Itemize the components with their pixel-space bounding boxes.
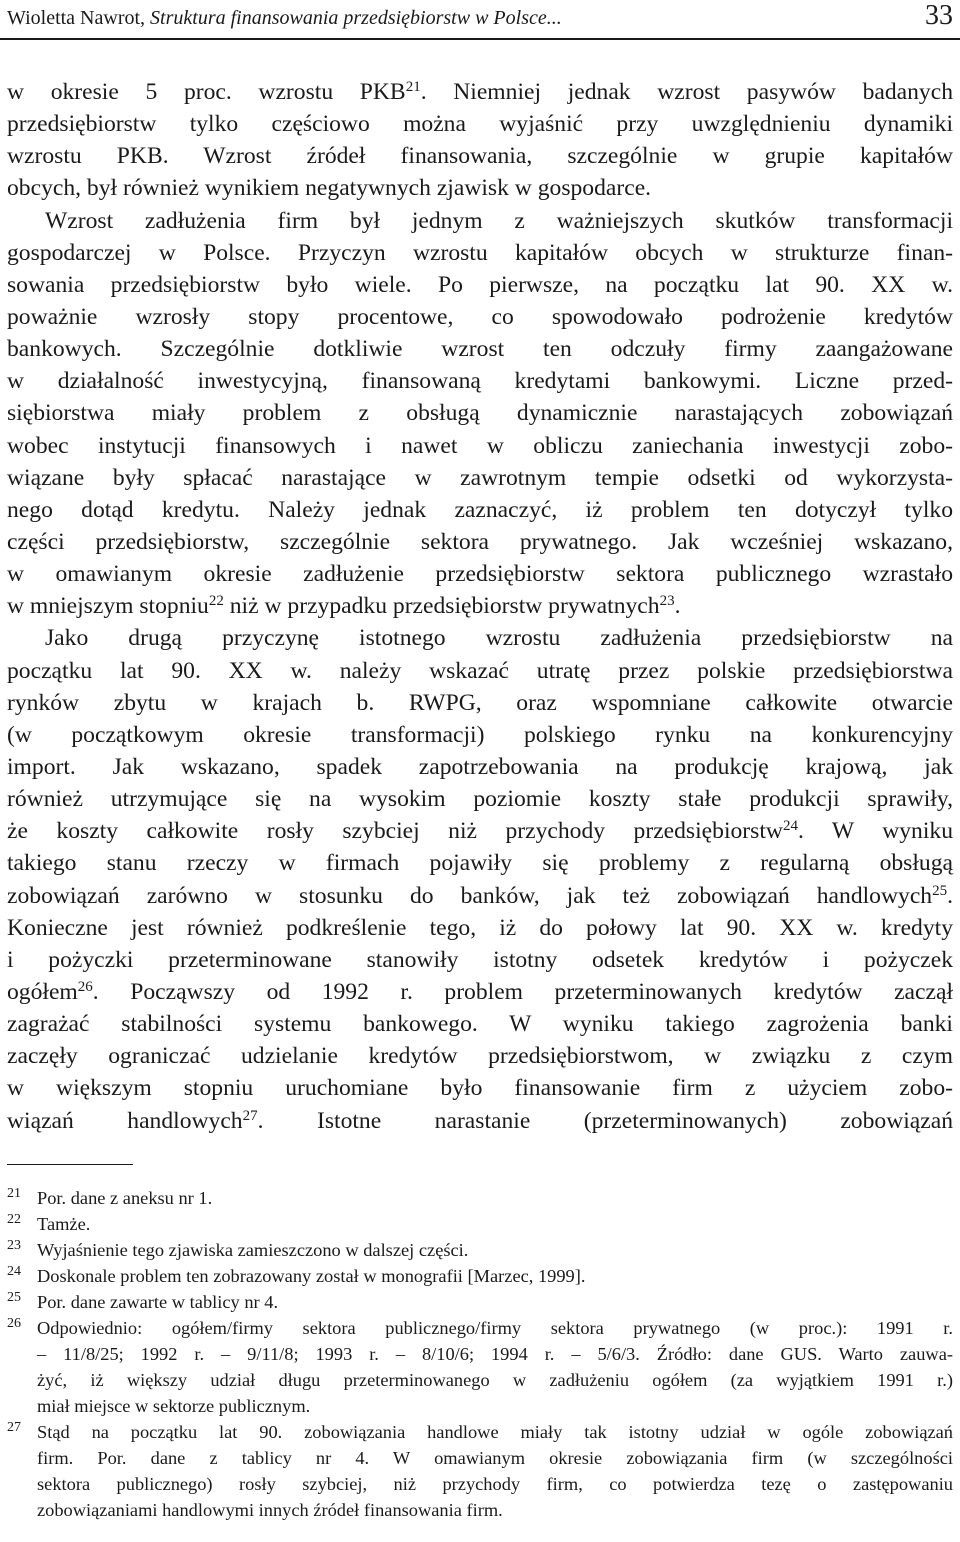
text-line-content: . Istotne narastanie (przeterminowanych) zobowiązań [257, 1107, 953, 1134]
text-line-content: . [674, 593, 681, 620]
text-line-content: rynków zbytu w krajach b. RWPG, oraz wspomniane całkowite otwarcie [7, 689, 953, 716]
footnote-ref[interactable]: 23 [659, 593, 675, 610]
header-title: Struktura finansowania przedsiębiorstw w Polsce... [150, 7, 562, 29]
text-line-content: i pożyczki przeterminowane stanowiły istotny odsetek kredytów i pożyczek [7, 946, 953, 973]
footnote [7, 1289, 953, 1315]
footnote-text: Por. dane zawarte w tablicy nr 4. [37, 1292, 279, 1312]
footnote-number: 24 [7, 1264, 21, 1279]
text-line-content: zagrażać stabilności systemu bankowego. W wyniku takiego zagrożenia banki [7, 1011, 953, 1038]
footnote-text: Por. dane z aneksu nr 1. [37, 1188, 213, 1208]
text-line-content: początku lat 90. XX w. należy wskazać utratę przez polskie przedsiębiorstwa [7, 657, 953, 684]
text-line [7, 751, 953, 783]
text-line-content: Wzrost zadłużenia firm był jednym z ważniejszych skutków transformacji [45, 207, 953, 234]
footnote-ref[interactable]: 22 [208, 593, 224, 610]
text-line [7, 976, 953, 1008]
text-line-content: w działalność inwestycyjną, finansowaną kredytami bankowymi. Liczne przed- [7, 368, 953, 395]
running-header [7, 0, 953, 36]
text-line [7, 912, 953, 944]
text-line-content: ogółem [7, 978, 78, 1005]
text-line-content: wzrostu PKB. Wzrost źródeł finansowania, szczególnie w grupie kapitałów [7, 143, 953, 170]
text-line-content: w mniejszym stopniu [7, 593, 209, 620]
text-line-content: siębiorstwa miały problem z obsługą dynamicznie narastających zobowiązań [7, 400, 953, 427]
footnote-text: Tamże. [37, 1214, 91, 1234]
footnote [7, 1237, 953, 1263]
text-line [7, 301, 953, 333]
text-line-content: niż w przypadku przedsiębiorstw prywatnych [223, 593, 660, 620]
text-line-content: również utrzymujące się na wysokim poziomie koszty stałe produkcji sprawiły, [7, 786, 953, 813]
text-line-content: (w początkowym okresie transformacji) polskiego rynku na konkurencyjny [7, 721, 953, 748]
footnote-text: sektora publicznego) rosły szybciej, niż przychody firm, co potwierdza tezę o zastępowaniu [37, 1474, 953, 1494]
text-line-content: obcych, był również wynikiem negatywnych zjawisk w gospodarce. [7, 175, 652, 202]
footnote-ref[interactable]: 25 [932, 882, 948, 899]
footnote-text: Doskonale problem ten zobrazowany został w monografii [Marzec, 1999]. [37, 1266, 586, 1286]
text-line-content: wiązane były spłacać narastające w zawrotnym tempie odsetki od wykorzysta- [7, 464, 953, 491]
footnote-text: – 11/8/25; 1992 r. – 9/11/8; 1993 r. – 8/10/6; 1994 r. – 5/6/3. Źródło: dane GUS. Warto zauwa- [37, 1344, 953, 1364]
text-line-content: nego dotąd kredytu. Należy jednak zaznaczyć, iż problem ten dotyczył tylko [7, 496, 953, 523]
text-line-content: bankowych. Szczególnie dotkliwie wzrost ten odczuły firmy zaangażowane [7, 336, 953, 363]
footnote-number: 27 [7, 1420, 21, 1435]
text-line [7, 333, 953, 365]
text-line [7, 622, 953, 654]
text-line-content: . Począwszy od 1992 r. problem przeterminowanych kredytów zaczął [92, 978, 953, 1005]
footnote [7, 1315, 953, 1419]
text-line [7, 719, 953, 751]
text-line [7, 269, 953, 301]
text-line-content: przedsiębiorstw tylko częściowo można wyjaśnić przy uwzględnieniu dynamiki [7, 111, 953, 138]
text-line-content: Konieczne jest również podkreślenie tego, iż do połowy lat 90. XX w. kredyty [7, 914, 953, 941]
text-line-content: . [947, 882, 953, 909]
footnote-number: 23 [7, 1238, 21, 1253]
text-line [7, 365, 953, 397]
text-line [7, 880, 953, 912]
text-line [7, 397, 953, 429]
text-line-content: zobowiązań zarówno w stosunku do banków, jak też zobowiązań handlowych [7, 882, 933, 909]
footnote [7, 1185, 953, 1211]
footnote-rule [7, 1164, 133, 1165]
text-line-content: części przedsiębiorstw, szczególnie sektora prywatnego. Jak wcześniej wskazano, [7, 528, 953, 555]
text-line [7, 526, 953, 558]
footnote-text: Stąd na początku lat 90. zobowiązania handlowe miały tak istotny udział w ogóle zobowiązań [37, 1422, 953, 1442]
footnote [7, 1211, 953, 1237]
text-line [7, 1105, 953, 1137]
text-line-content: Jako drugą przyczynę istotnego wzrostu zadłużenia przedsiębiorstw na [45, 625, 953, 652]
text-line-content: w okresie 5 proc. wzrostu PKB [7, 79, 406, 105]
text-line [7, 140, 953, 172]
text-line-content: zaczęły ograniczać udzielanie kredytów przedsiębiorstwom, w związku z czym [7, 1043, 953, 1070]
footnote-text: zobowiązaniami handlowymi innych źródeł finansowania firm. [37, 1500, 503, 1520]
footnote-ref[interactable]: 26 [77, 978, 93, 995]
text-line-content: że koszty całkowite rosły szybciej niż przychody przedsiębiorstw [7, 818, 783, 845]
footnote-ref[interactable]: 24 [782, 818, 798, 835]
footnote [7, 1263, 953, 1289]
text-line-content: . Niemniej jednak wzrost pasywów badanych [420, 79, 953, 105]
footnote [7, 1419, 953, 1523]
text-line-content: gospodarczej w Polsce. Przyczyn wzrostu kapitałów obcych w strukturze finan- [7, 239, 953, 266]
header-rule [0, 38, 960, 40]
text-line [7, 430, 953, 462]
footnote-text: Wyjaśnienie tego zjawiska zamieszczono w dalszej części. [37, 1240, 469, 1260]
footnote-ref[interactable]: 27 [242, 1107, 258, 1124]
text-line-content: . W wyniku [797, 818, 954, 845]
text-line [7, 558, 953, 590]
text-line [7, 462, 953, 494]
text-line-content: takiego stanu rzeczy w firmach pojawiły się problemy z regularną obsługą [7, 850, 953, 877]
text-line [7, 783, 953, 815]
text-line [7, 847, 953, 879]
text-line [7, 655, 953, 687]
body-text [7, 76, 953, 1137]
footnote-number: 26 [7, 1316, 21, 1331]
text-line [7, 172, 953, 204]
footnotes [7, 1185, 953, 1523]
footnote-text: miał miejsce w sektorze publicznym. [37, 1396, 311, 1416]
header-author-title [7, 6, 562, 30]
text-line [7, 108, 953, 140]
text-line [7, 944, 953, 976]
text-line-content: w omawianym okresie zadłużenie przedsiębiorstw sektora publicznego wzrastało [7, 561, 953, 588]
text-line [7, 237, 953, 269]
footnote-number: 25 [7, 1290, 21, 1305]
text-line [7, 1040, 953, 1072]
text-line [7, 76, 953, 108]
text-line [7, 205, 953, 237]
page-number: 33 [925, 0, 953, 31]
text-line-content: sowania przedsiębiorstw było wiele. Po pierwsze, na początku lat 90. XX w. [7, 271, 953, 298]
text-line-content: w większym stopniu uruchomiane było finansowanie firm z użyciem zobo- [7, 1075, 953, 1102]
text-line [7, 1008, 953, 1040]
text-line-content: import. Jak wskazano, spadek zapotrzebowania na produkcję krajową, jak [7, 753, 953, 780]
header-author: Wioletta Nawrot, [7, 7, 146, 29]
text-line-content: poważnie wzrosły stopy procentowe, co spowodowało podrożenie kredytów [7, 303, 953, 330]
text-line [7, 1072, 953, 1104]
footnote-ref[interactable]: 21 [405, 79, 421, 95]
footnote-number: 21 [7, 1186, 21, 1201]
text-line [7, 494, 953, 526]
text-line-content: wiązań handlowych [7, 1107, 243, 1134]
footnote-text: Odpowiednio: ogółem/firmy sektora publicznego/firmy sektora prywatnego (w proc.): 1991 r. [37, 1318, 953, 1338]
text-line [7, 687, 953, 719]
text-line-content: wobec instytucji finansowych i nawet w obliczu zaniechania inwestycji zobo- [7, 432, 953, 459]
text-line [7, 815, 953, 847]
text-line [7, 590, 953, 622]
footnote-text: żyć, iż większy udział długu przeterminowanego w zadłużeniu ogółem (za wyjątkiem 1991 r.) [37, 1370, 953, 1390]
footnote-number: 22 [7, 1212, 21, 1227]
footnote-text: firm. Por. dane z tablicy nr 4. W omawianym okresie zobowiązania firm (w szczególności [37, 1448, 953, 1468]
